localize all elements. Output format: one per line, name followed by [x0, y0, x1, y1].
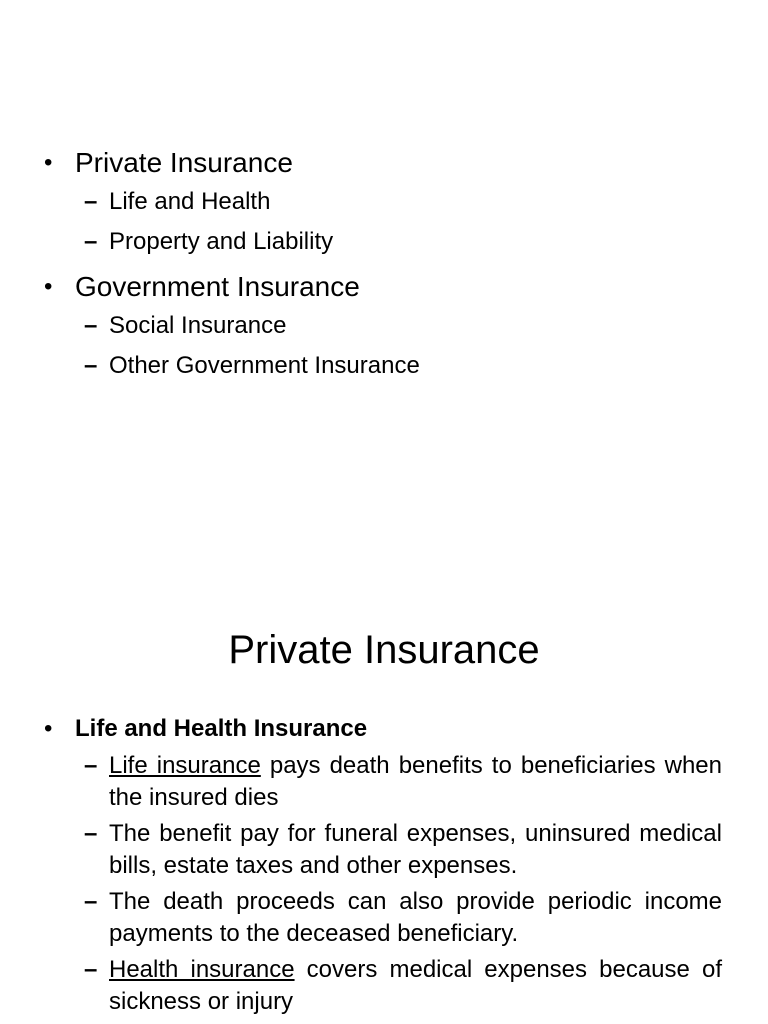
slide-2 [0, 512, 768, 1024]
bullet-private-insurance: • Private Insurance [44, 144, 734, 182]
slide2-bullet-list [44, 712, 722, 1018]
term-health-insurance: Health insurance [109, 956, 295, 983]
subitem-social-insurance: – Social Insurance [44, 310, 734, 342]
slide1-bullet-list [44, 142, 734, 382]
subitem-life-insurance [44, 750, 722, 814]
subitem-other-government-insurance: – Other Government Insurance [44, 350, 734, 382]
term-life-insurance: Life insurance [109, 752, 261, 779]
subitem-benefit-pay: – The benefit pay for funeral expenses, uninsured medical bills, estate taxes and other expenses. [44, 818, 722, 882]
bullet-government-insurance: • Government Insurance [44, 268, 734, 306]
subitem-text: pays death benefits to beneficiaries when the insured dies [109, 752, 723, 811]
subitem-death-proceeds: – The death proceeds can also provide periodic income payments to the deceased beneficiary. [44, 886, 722, 950]
section-heading: • Life and Health Insurance [44, 712, 722, 746]
subitem-text: covers medical expenses because of sickness or injury [109, 956, 723, 1015]
subitem-property-and-liability: – Property and Liability [44, 226, 734, 258]
slide-title: Private Insurance [228, 628, 540, 672]
subitem-health-insurance [44, 954, 722, 1018]
subitem-life-and-health: – Life and Health [44, 186, 734, 218]
